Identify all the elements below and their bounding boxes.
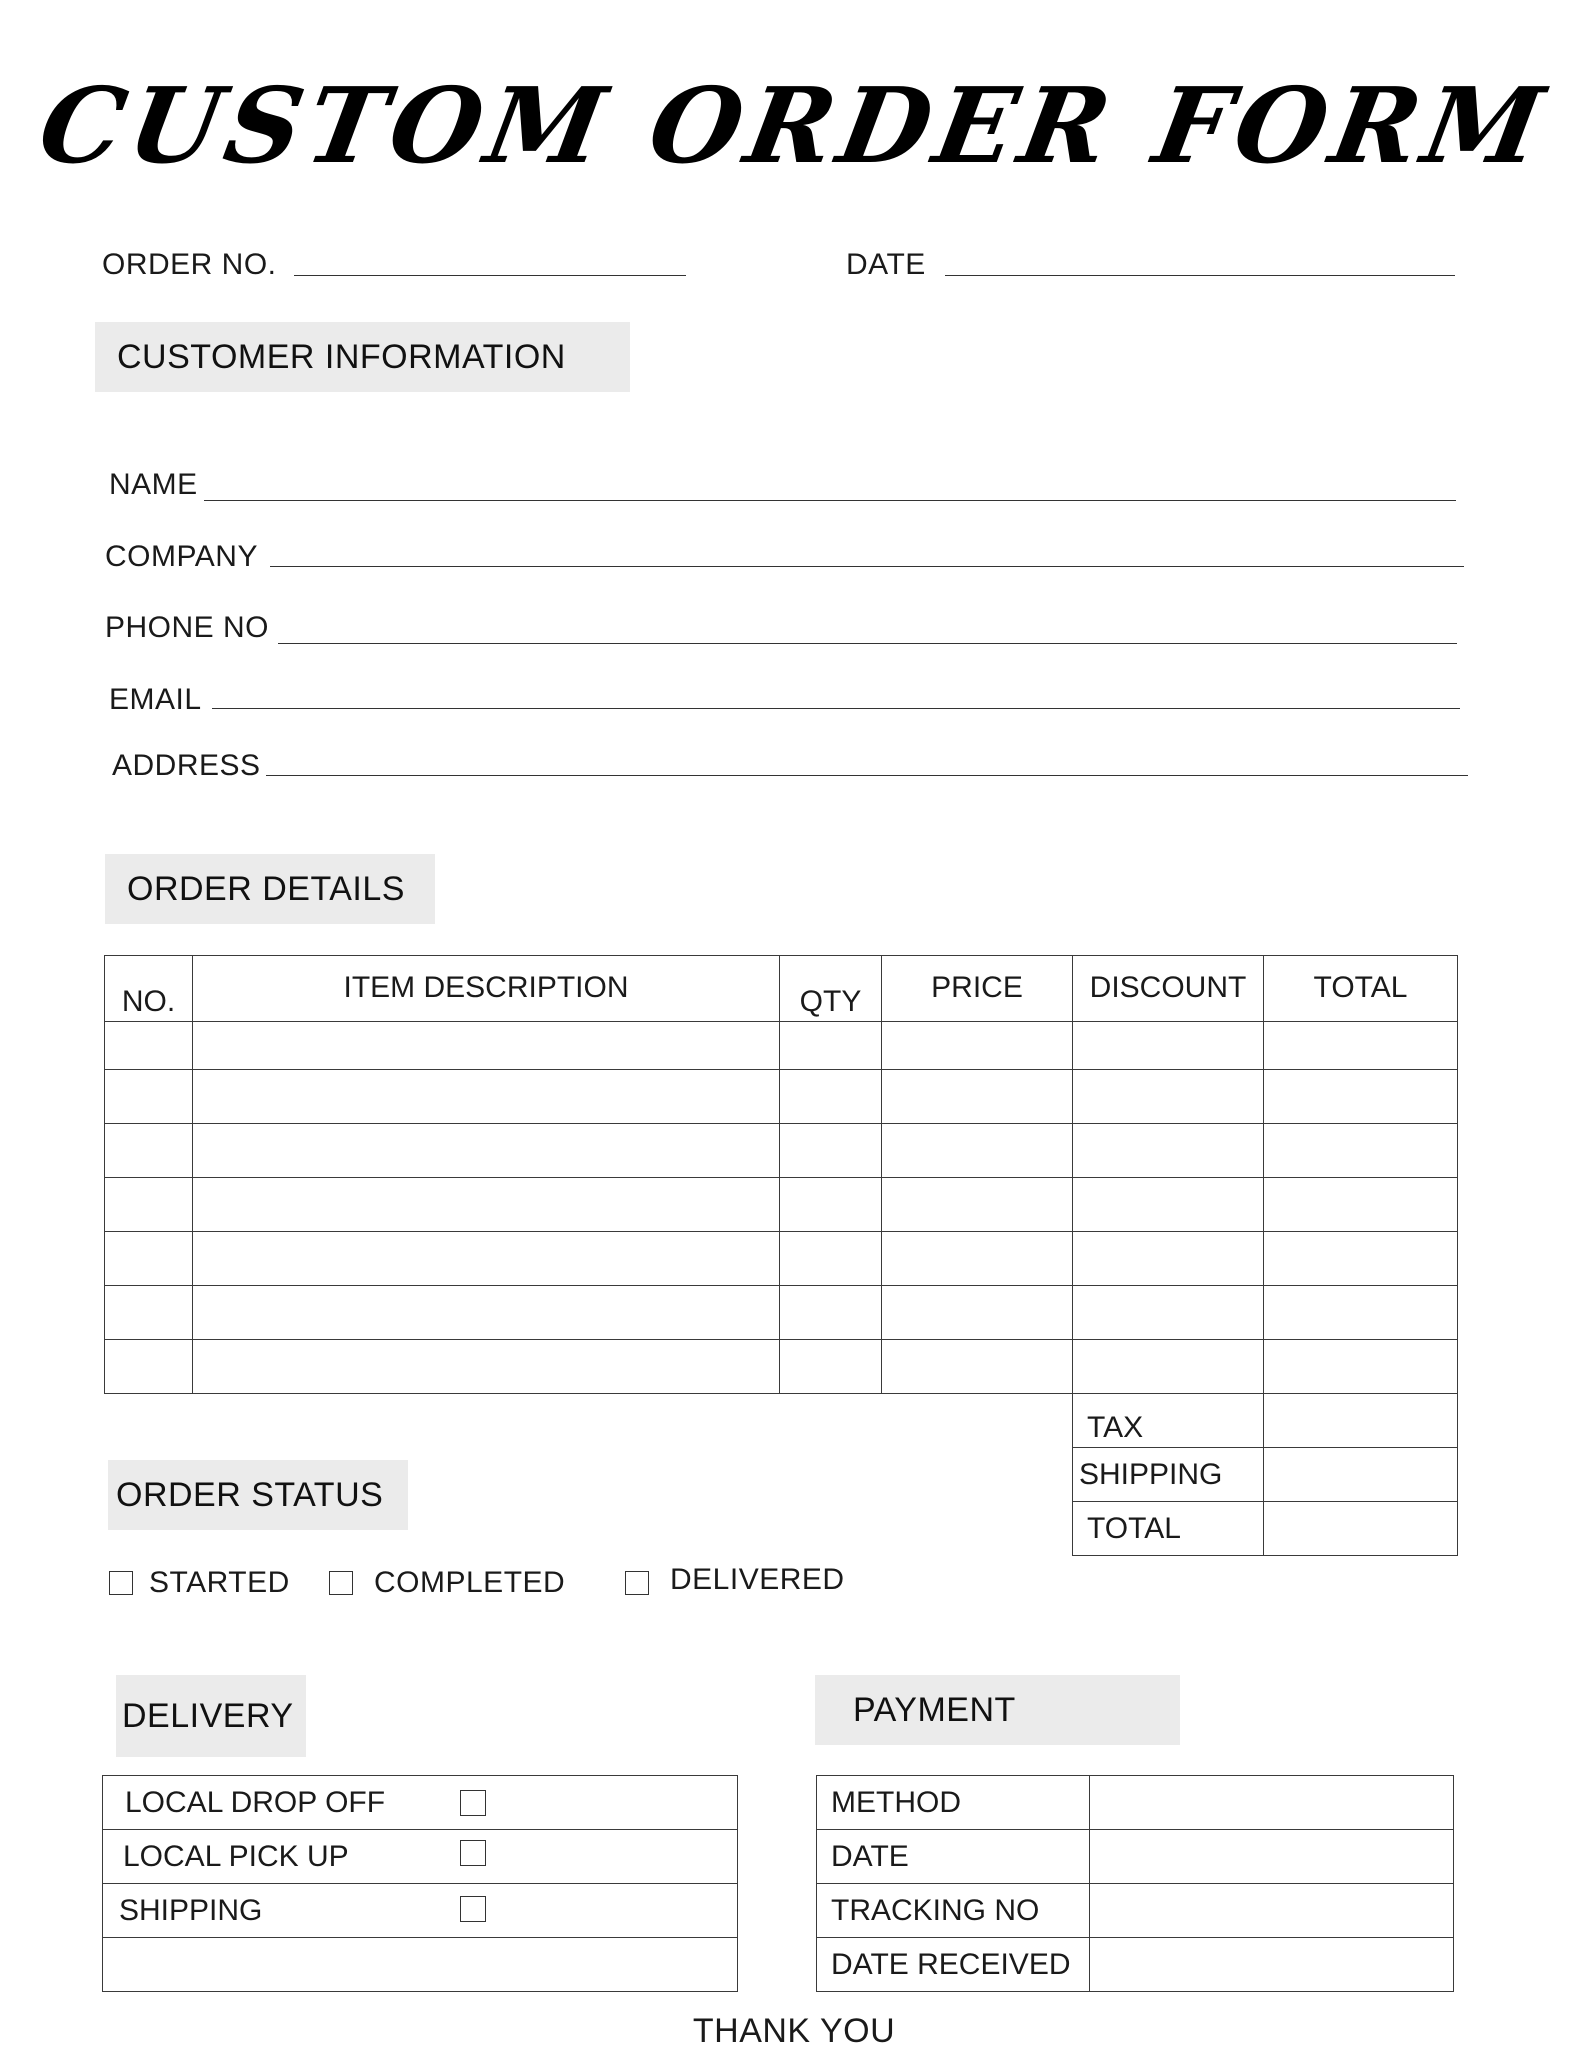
cell-discount[interactable] [1073,1070,1264,1124]
cell-no[interactable] [105,1178,193,1232]
order-details-header: ORDER DETAILS [105,854,435,924]
payment-row-date-received [817,1938,1454,1992]
column-header-item-description: ITEM DESCRIPTION [193,956,780,1022]
cell-discount[interactable] [1073,1232,1264,1286]
payment-value-date[interactable] [1090,1830,1454,1884]
table-row[interactable] [105,1070,1458,1124]
summary-value-shipping[interactable] [1264,1448,1458,1502]
cell-total[interactable] [1264,1232,1458,1286]
cell-discount[interactable] [1073,1178,1264,1232]
form-title: CUSTOM ORDER FORM [30,64,1558,187]
delivery-option-local-pick-up[interactable] [103,1830,738,1884]
cell-no[interactable] [105,1232,193,1286]
cell-qty[interactable] [780,1232,882,1286]
status-started-checkbox[interactable] [109,1571,133,1595]
summary-row-tax [1073,1394,1458,1448]
cell-no[interactable] [105,1124,193,1178]
shipping-checkbox[interactable] [460,1896,486,1922]
cell-total[interactable] [1264,1022,1458,1070]
status-completed-checkbox[interactable] [329,1571,353,1595]
cell-item-description[interactable] [193,1232,780,1286]
delivery-label-local-pick-up: LOCAL PICK UP [123,1839,349,1873]
delivery-option-local-drop-off[interactable] [103,1776,738,1830]
cell-price[interactable] [882,1286,1073,1340]
order-details-table [104,955,1458,1394]
payment-value-tracking-no[interactable] [1090,1884,1454,1938]
cell-no[interactable] [105,1022,193,1070]
cell-item-description[interactable] [193,1124,780,1178]
footer-thank-you: THANK YOU [692,2012,896,2050]
date-field[interactable] [945,275,1455,276]
payment-header: PAYMENT [815,1675,1180,1745]
column-header-price: PRICE [882,956,1073,1022]
order-no-label: ORDER NO. [102,248,277,281]
phone-label: PHONE NO [105,611,270,644]
cell-discount[interactable] [1073,1022,1264,1070]
name-field[interactable] [204,500,1456,501]
local-drop-off-checkbox[interactable] [460,1790,486,1816]
cell-price[interactable] [882,1124,1073,1178]
cell-price[interactable] [882,1070,1073,1124]
cell-item-description[interactable] [193,1340,780,1394]
table-row[interactable] [105,1340,1458,1394]
cell-no[interactable] [105,1070,193,1124]
cell-total[interactable] [1264,1286,1458,1340]
local-pick-up-checkbox[interactable] [460,1840,486,1866]
column-header-total: TOTAL [1264,956,1458,1022]
cell-total[interactable] [1264,1124,1458,1178]
summary-row-shipping [1073,1448,1458,1502]
company-field[interactable] [270,566,1464,567]
delivery-option-shipping[interactable] [103,1884,738,1938]
cell-item-description[interactable] [193,1022,780,1070]
address-label: ADDRESS [112,749,261,782]
delivery-row-local-pick-up[interactable] [103,1830,738,1884]
payment-table [816,1775,1454,1992]
summary-label-tax: TAX [1073,1394,1264,1448]
email-label: EMAIL [109,683,202,716]
summary-value-tax[interactable] [1264,1394,1458,1448]
table-row[interactable] [105,1022,1458,1070]
summary-value-total[interactable] [1264,1502,1458,1556]
table-row[interactable] [105,1124,1458,1178]
cell-qty[interactable] [780,1070,882,1124]
cell-price[interactable] [882,1178,1073,1232]
address-field[interactable] [266,775,1468,776]
delivery-row-local-drop-off[interactable] [103,1776,738,1830]
cell-qty[interactable] [780,1340,882,1394]
column-header-qty: QTY [780,956,882,1022]
cell-discount[interactable] [1073,1340,1264,1394]
table-row[interactable] [105,1286,1458,1340]
order-summary-table [1072,1393,1458,1556]
cell-price[interactable] [882,1232,1073,1286]
delivery-label-local-drop-off: LOCAL DROP OFF [125,1785,386,1819]
cell-qty[interactable] [780,1022,882,1070]
email-field[interactable] [212,708,1460,709]
customer-information-header: CUSTOMER INFORMATION [95,322,630,392]
column-header-no: NO. [105,956,193,1022]
delivery-header: DELIVERY [116,1675,306,1757]
payment-value-date-received[interactable] [1090,1938,1454,1992]
payment-label-date: DATE [817,1830,1090,1884]
cell-discount[interactable] [1073,1124,1264,1178]
summary-row-total [1073,1502,1458,1556]
delivery-option-blank[interactable] [103,1938,738,1992]
date-label: DATE [846,248,926,281]
cell-qty[interactable] [780,1124,882,1178]
payment-row-method [817,1776,1454,1830]
table-header-row [105,956,1458,1022]
column-header-discount: DISCOUNT [1073,956,1264,1022]
status-delivered-label: DELIVERED [670,1563,845,1596]
cell-total[interactable] [1264,1178,1458,1232]
delivery-row-blank[interactable] [103,1938,738,1992]
cell-total[interactable] [1264,1340,1458,1394]
cell-item-description[interactable] [193,1286,780,1340]
cell-item-description[interactable] [193,1070,780,1124]
order-status-header: ORDER STATUS [108,1460,408,1530]
cell-no[interactable] [105,1286,193,1340]
cell-total[interactable] [1264,1070,1458,1124]
delivery-row-shipping[interactable] [103,1884,738,1938]
status-started-label: STARTED [149,1566,290,1599]
delivery-label-shipping: SHIPPING [119,1893,263,1927]
cell-qty[interactable] [780,1286,882,1340]
payment-label-method: METHOD [817,1776,1090,1830]
table-row[interactable] [105,1232,1458,1286]
delivery-table [102,1775,738,1992]
cell-no[interactable] [105,1340,193,1394]
cell-price[interactable] [882,1022,1073,1070]
phone-field[interactable] [278,643,1457,644]
summary-label-shipping: SHIPPING [1073,1448,1264,1502]
name-label: NAME [109,468,198,501]
summary-label-total: TOTAL [1073,1502,1264,1556]
payment-row-date [817,1830,1454,1884]
cell-qty[interactable] [780,1178,882,1232]
payment-row-tracking-no [817,1884,1454,1938]
status-delivered-checkbox[interactable] [625,1571,649,1595]
company-label: COMPANY [105,540,258,573]
payment-label-date-received: DATE RECEIVED [817,1938,1090,1992]
status-completed-label: COMPLETED [374,1566,566,1599]
payment-label-tracking-no: TRACKING NO [817,1884,1090,1938]
table-row[interactable] [105,1178,1458,1232]
payment-value-method[interactable] [1090,1776,1454,1830]
cell-price[interactable] [882,1340,1073,1394]
cell-discount[interactable] [1073,1286,1264,1340]
cell-item-description[interactable] [193,1178,780,1232]
order-no-field[interactable] [294,275,686,276]
